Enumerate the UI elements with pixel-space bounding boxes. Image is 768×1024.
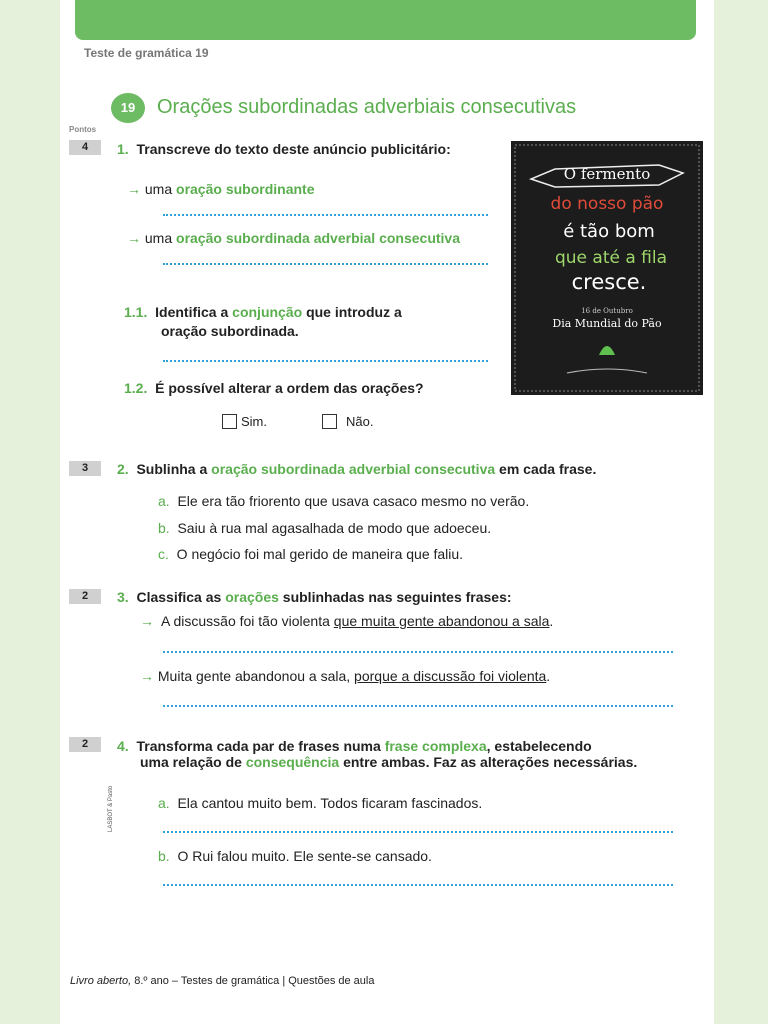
copyright-side-text: LASBOT & Pasto — [108, 785, 114, 832]
answer-line[interactable] — [163, 214, 488, 216]
q1-1-statement-line2: oração subordinada. — [161, 323, 299, 339]
q4-item-b: b. O Rui falou muito. Ele sente-se cansado. — [158, 848, 432, 864]
q4-statement: 4. Transforma cada par de frases numa frase complexa, estabelecendo — [117, 738, 592, 754]
q2-item-b: b. Saiu à rua mal agasalhada de modo que adoeceu. — [158, 520, 492, 536]
chalkboard-poster — [511, 141, 703, 395]
q1-statement: 1. Transcreve do texto deste anúncio publicitário: — [117, 141, 451, 157]
test-subtitle: Teste de gramática 19 — [84, 46, 209, 60]
poster-line2: do nosso pão — [550, 194, 664, 214]
q1-1-statement: 1.1. Identifica a conjunção que introduz a — [124, 304, 402, 320]
checkbox-nao-label: Não. — [346, 414, 374, 429]
points-label: Pontos — [69, 125, 97, 134]
answer-line[interactable] — [163, 831, 673, 833]
answer-line[interactable] — [163, 705, 673, 707]
q3-points: 2 — [69, 589, 101, 604]
q1-item-a: → uma oração subordinante — [127, 181, 315, 197]
test-number-badge: 19 — [111, 93, 145, 123]
poster-line5: cresce. — [571, 270, 647, 294]
brand-logo-icon — [599, 346, 615, 355]
poster-event: Dia Mundial do Pão — [552, 317, 662, 330]
answer-line[interactable] — [163, 263, 488, 265]
footer: Livro aberto, 8.º ano – Testes de gramática | Questões de aula — [70, 975, 375, 987]
q2-points: 3 — [69, 461, 101, 476]
answer-line[interactable] — [163, 360, 488, 362]
ad-poster — [511, 141, 703, 395]
poster-line3: é tão bom — [563, 221, 655, 242]
checkbox-sim[interactable] — [222, 414, 237, 429]
checkbox-sim-label: Sim. — [241, 414, 267, 429]
q2-statement: 2. Sublinha a oração subordinada adverbial consecutiva em cada frase. — [117, 461, 597, 477]
q4-item-a: a. Ela cantou muito bem. Todos ficaram fascinados. — [158, 795, 483, 811]
q1-item-b: → uma oração subordinada adverbial consecutiva — [127, 230, 461, 246]
q2-item-a: a. Ele era tão friorento que usava casaco mesmo no verão. — [158, 493, 530, 509]
header-bar — [75, 0, 696, 40]
q3-sentence-2: → Muita gente abandonou a sala, porque a discussão foi violenta. — [140, 668, 551, 684]
q3-sentence-1: → A discussão foi tão violenta que muita gente abandonou a sala. — [140, 613, 554, 629]
poster-line4: que até a fila — [554, 248, 668, 268]
answer-line[interactable] — [163, 884, 673, 886]
q2-item-c: c. O negócio foi mal gerido de maneira que faliu. — [158, 546, 464, 562]
page-title: Orações subordinadas adverbiais consecutivas — [157, 96, 577, 118]
poster-line1: O fermento — [563, 165, 651, 183]
poster-date: 16 de Outubro — [581, 307, 633, 315]
q4-points: 2 — [69, 737, 101, 752]
q1-2-statement: 1.2. É possível alterar a ordem das orações? — [124, 380, 424, 396]
q1-points: 4 — [69, 140, 101, 155]
answer-line[interactable] — [163, 651, 673, 653]
q4-statement-line2: uma relação de consequência entre ambas. Faz as alterações necessárias. — [140, 754, 638, 770]
checkbox-nao[interactable] — [322, 414, 337, 429]
q3-statement: 3. Classifica as orações sublinhadas nas seguintes frases: — [117, 589, 512, 605]
